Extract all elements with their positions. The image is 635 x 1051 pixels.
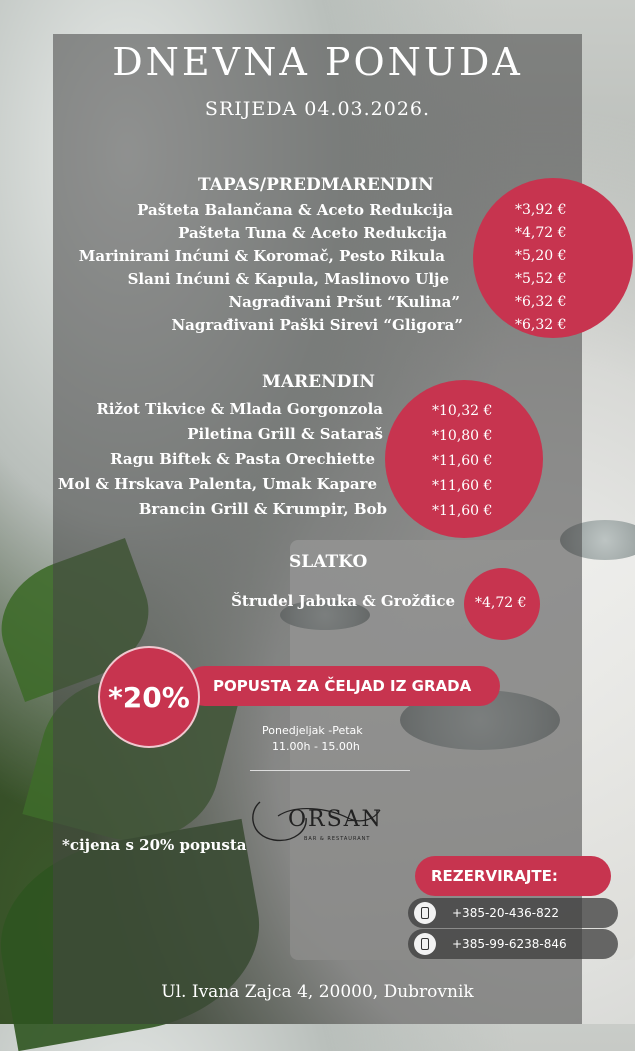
page-title: DNEVNA PONUDA [112,40,523,84]
menu-price: *11,60 € [432,503,493,519]
menu-item: Ragu Biftek & Pasta Orechiette [110,450,375,468]
section-heading-marendin: MARENDIN [262,372,375,392]
menu-item: Brancin Grill & Krumpir, Bob [138,500,387,518]
menu-price: *4,72 € [515,225,567,241]
phone-link-1[interactable] [408,898,618,928]
menu-price: *6,32 € [515,294,567,310]
menu-item: Mol & Hrskava Palenta, Umak Kapare [57,475,377,493]
section-heading-slatko: SLATKO [289,552,368,572]
menu-price: *3,92 € [515,202,567,218]
menu-item: Rižot Tikvice & Mlada Gorgonzola [96,400,383,418]
menu-price: *10,32 € [432,403,493,419]
phone-icon [414,933,436,955]
menu-item: Štrudel Jabuka & Grožđice [231,592,455,610]
menu-price: *11,60 € [432,478,493,494]
menu-price: *5,52 € [515,271,567,287]
menu-item: Marinirani Inćuni & Koromač, Pesto Rikula [78,247,445,265]
menu-item: Nagrađivani Pršut “Kulina” [228,293,460,311]
reservation-label: REZERVIRAJTE: [415,856,611,896]
menu-date: SRIJEDA 04.03.2026. [204,98,431,120]
discount-note: *cijena s 20% popusta [62,836,247,854]
phone-link-2[interactable] [408,929,618,959]
menu-price: *11,60 € [432,453,493,469]
restaurant-logo [248,790,388,852]
menu-price: *4,72 € [475,595,527,611]
promo-banner: POPUSTA ZA ČELJAD IZ GRADA [185,666,500,706]
menu-item: Nagrađivani Paški Sirevi “Gligora” [171,316,463,334]
phone-number: +385-99-6238-846 [452,937,567,951]
promo-percent-badge: *20% [98,646,200,748]
menu-item: Slani Inćuni & Kapula, Maslinovo Ulje [127,270,449,288]
section-heading-tapas: TAPAS/PREDMARENDIN [198,175,434,195]
phone-icon [414,902,436,924]
menu-item: Pašteta Tuna & Aceto Redukcija [178,224,447,242]
svg-text:ORSAN: ORSAN [288,807,383,832]
menu-price: *10,80 € [432,428,493,444]
divider [250,770,410,771]
phone-number: +385-20-436-822 [452,906,560,920]
menu-item: Piletina Grill & Sataraš [187,425,383,443]
menu-price: *6,32 € [515,317,567,333]
address: Ul. Ivana Zajca 4, 20000, Dubrovnik [161,982,474,1002]
svg-text:BAR & RESTAURANT: BAR & RESTAURANT [304,836,371,842]
menu-item: Pašteta Balančana & Aceto Redukcija [137,201,453,219]
menu-price: *5,20 € [515,248,567,264]
promo-days: Ponedjeljak -Petak [262,724,363,737]
promo-hours: 11.00h - 15.00h [272,740,360,753]
